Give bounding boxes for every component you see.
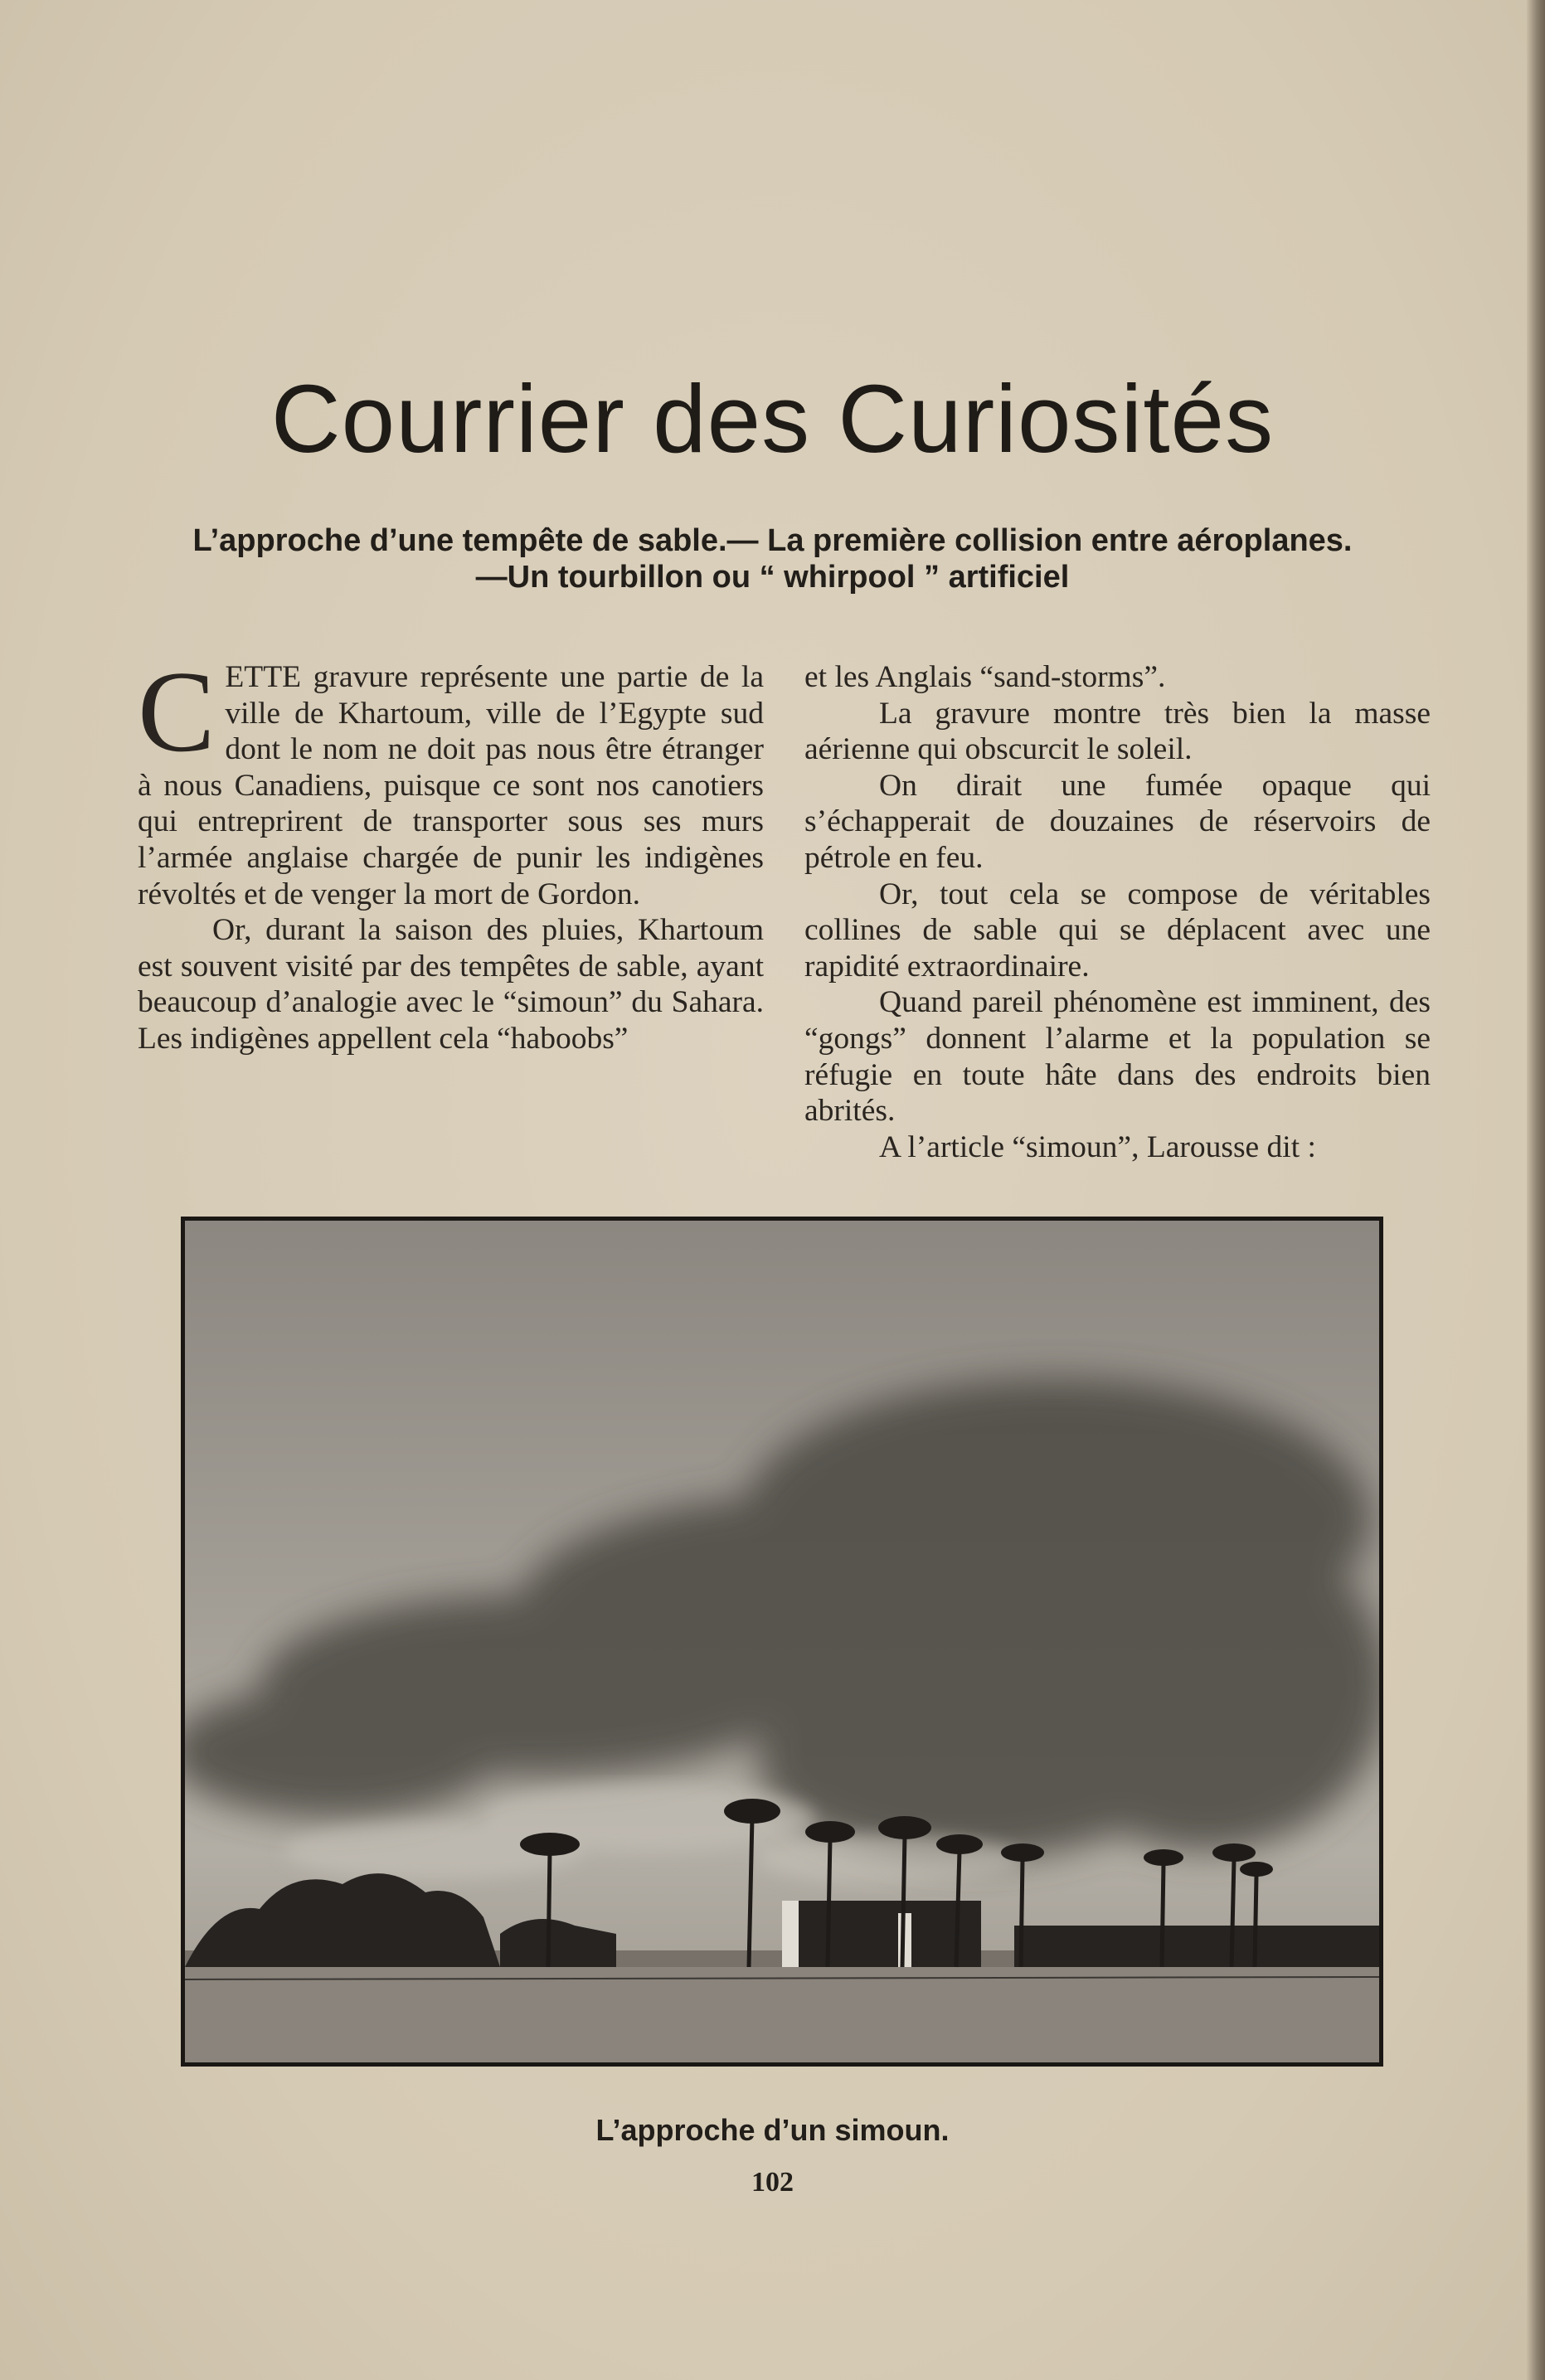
figure-caption: L’approche d’un simoun. bbox=[595, 2113, 950, 2147]
paragraph: A l’article “simoun”, Larousse dit : bbox=[879, 1129, 1316, 1164]
article-right-column bbox=[804, 659, 1431, 1165]
page-title: Courrier des Curiosités bbox=[270, 365, 1275, 473]
paragraph: Quand pareil phénomène est imminent, des “gongs” donnent l’alarme et la population se réfugie en toute hâte dans des endroits bien abrités. bbox=[804, 985, 1431, 1129]
paragraph: et les Anglais “sand-storms”. bbox=[804, 660, 1166, 694]
sandstorm-photo bbox=[181, 1217, 1383, 2067]
paragraph-text: ETTE gravure représente une partie de la ville de Khartoum, ville de l’Egypte sud dont le nom ne doit pas nous être étranger à nous Canadiens, puisque ce sont nos canotiers qui entreprirent de transporter sous ses murs l’armée anglaise chargée de punir les indigènes révoltés et de venger la mort de Gordon. bbox=[138, 660, 764, 911]
drop-cap: C bbox=[138, 648, 216, 776]
paragraph: Or, tout cela se compose de véritables collines de sable qui se déplacent avec une rapidité extraordinaire. bbox=[804, 877, 1431, 984]
page-edge bbox=[1527, 0, 1545, 2380]
paragraph: Or, durant la saison des pluies, Khartoum est souvent visité par des tempêtes de sable, ayant beaucoup d’analogie avec le “simoun” du Sahara. Les indigènes appellent cela “haboobs” bbox=[138, 913, 764, 1056]
sandstorm-photo-illustration bbox=[185, 1221, 1379, 2062]
subtitle-line-1: L’approche d’une tempête de sable.— La première collision entre aéroplanes. bbox=[192, 523, 1353, 558]
article-left-column bbox=[138, 648, 764, 1057]
page-number: 102 bbox=[751, 2167, 794, 2198]
article-subtitle bbox=[108, 522, 1437, 595]
paragraph: La gravure montre très bien la masse aérienne qui obscurcit le soleil. bbox=[804, 696, 1431, 767]
paragraph bbox=[138, 648, 764, 912]
subtitle-line-2: —Un tourbillon ou “ whirpool ” artificiel bbox=[475, 560, 1070, 595]
paragraph: On dirait une fumée opaque qui s’échapperait de douzaines de réservoirs de pétrole en feu. bbox=[804, 768, 1431, 875]
